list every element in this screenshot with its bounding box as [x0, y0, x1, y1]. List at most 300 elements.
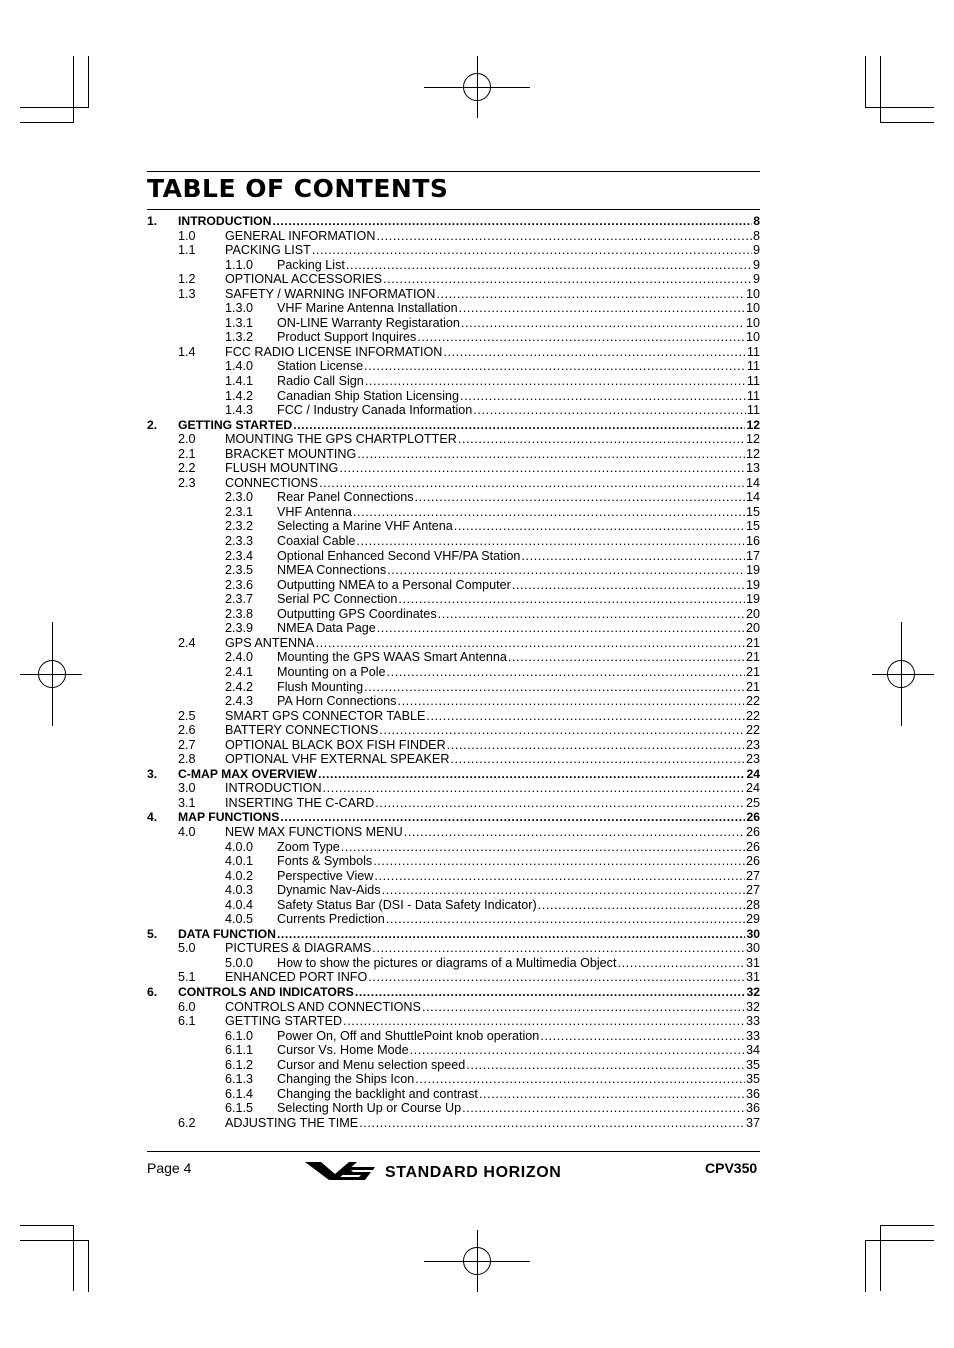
toc-entry-number: 4.0.1	[225, 854, 254, 869]
toc-entry-number: 2.7	[178, 737, 196, 752]
toc-entry-number: 4.0.5	[225, 912, 254, 927]
toc-entry-title: Cursor and Menu selection speed	[277, 1057, 466, 1072]
toc-entry-title: FLUSH MOUNTING	[225, 461, 339, 476]
toc-entry-page: 21	[745, 650, 760, 665]
model-number: CPV350	[705, 1160, 758, 1176]
toc-entry-page: 36	[745, 1101, 760, 1116]
dot-leader	[512, 578, 745, 593]
toc-entry-number: 2.3	[178, 475, 196, 490]
toc-entry-number: 1.0	[178, 228, 196, 243]
toc-entry[interactable]	[147, 316, 760, 331]
dot-leader	[346, 258, 752, 273]
dot-leader	[316, 636, 745, 651]
toc-entry-page: 11	[746, 388, 760, 403]
toc-entry-number: 1.4.2	[225, 388, 254, 403]
toc-entry[interactable]	[147, 243, 760, 258]
toc-entry-number: 1.2	[178, 272, 196, 287]
toc-entry-title: FCC / Industry Canada Information	[277, 403, 473, 418]
dot-leader	[280, 810, 745, 825]
toc-entry-page: 35	[745, 1072, 760, 1087]
toc-entry-page: 27	[745, 868, 760, 883]
toc-entry-page: 26	[745, 824, 760, 839]
toc-entry-page: 8	[753, 214, 760, 228]
toc-entry-title: PICTURES & DIAGRAMS	[225, 941, 372, 956]
toc-entry-number: 3.	[147, 766, 158, 781]
toc-entry-title: NMEA Connections	[277, 563, 387, 578]
toc-entry[interactable]	[147, 796, 760, 811]
toc-entry-number: 2.0	[178, 432, 196, 447]
dot-leader	[368, 970, 745, 985]
toc-entry-page: 19	[745, 592, 760, 607]
toc-entry[interactable]	[147, 767, 760, 782]
toc-entry-number: 5.0	[178, 941, 196, 956]
toc-entry[interactable]	[147, 359, 760, 374]
toc-entry-number: 2.4	[178, 635, 196, 650]
toc-entry-page: 23	[745, 752, 760, 767]
toc-entry-page: 11	[746, 359, 760, 374]
toc-entry-page: 30	[745, 941, 760, 956]
toc-entry[interactable]	[147, 403, 760, 418]
toc-entry-number: 6.	[147, 984, 158, 999]
toc-entry-page: 10	[745, 301, 760, 316]
toc-entry[interactable]	[147, 374, 760, 389]
toc-entry-title: PA Horn Connections	[277, 694, 397, 709]
toc-entry-number: 2.6	[178, 723, 196, 738]
toc-entry-page: 22	[745, 723, 760, 738]
toc-entry-page: 14	[745, 490, 760, 505]
dot-leader	[417, 330, 745, 345]
toc-entry-title: CONTROLS AND CONNECTIONS	[225, 999, 421, 1014]
dot-leader	[466, 1058, 745, 1073]
toc-entry-number: 1.	[147, 214, 158, 228]
toc-entry[interactable]	[147, 1000, 760, 1015]
toc-entry[interactable]	[147, 621, 760, 636]
toc-entry-page: 12	[745, 432, 760, 447]
toc-entry-number: 5.1	[178, 970, 196, 985]
toc-entry-title: Cursor Vs. Home Mode	[277, 1043, 409, 1058]
dot-leader	[365, 374, 746, 389]
toc-entry-page: 12	[745, 446, 760, 461]
toc-entry-page: 14	[745, 475, 760, 490]
toc-entry[interactable]	[147, 505, 760, 520]
toc-entry-page: 9	[752, 257, 760, 272]
toc-entry-title: SAFETY / WARNING INFORMATION	[225, 286, 436, 301]
dot-leader	[382, 883, 745, 898]
toc-entry-number: 6.1.2	[225, 1057, 254, 1072]
toc-entry[interactable]	[147, 941, 760, 956]
dot-leader	[459, 301, 745, 316]
toc-entry[interactable]	[147, 840, 760, 855]
toc-entry-number: 4.0.0	[225, 839, 254, 854]
footer-rule	[147, 1151, 760, 1152]
toc-entry[interactable]	[147, 345, 760, 360]
toc-entry-title: MAP FUNCTIONS	[178, 810, 280, 825]
toc-entry[interactable]	[147, 1101, 760, 1116]
toc-entry-title: Zoom Type	[277, 839, 340, 854]
dot-leader	[372, 941, 745, 956]
toc-entry-page: 33	[745, 1014, 760, 1029]
toc-entry-page: 26	[745, 839, 760, 854]
toc-entry-page: 9	[752, 243, 760, 258]
toc-entry-number: 1.4.1	[225, 374, 254, 389]
toc-entry-title: Canadian Ship Station Licensing	[277, 388, 460, 403]
toc-entry-number: 2.3.2	[225, 519, 254, 534]
toc-entry-page: 31	[745, 955, 760, 970]
toc-entry-page: 25	[745, 795, 760, 810]
toc-entry-page: 36	[745, 1086, 760, 1101]
toc-entry-page: 34	[745, 1043, 760, 1058]
toc-entry-title: Dynamic Nav-Aids	[277, 883, 381, 898]
dot-leader	[272, 214, 752, 229]
brand-name: STANDARD HORIZON	[385, 1164, 562, 1181]
dot-leader	[359, 1116, 745, 1131]
toc-entry-title: ON-LINE Warranty Registaration	[277, 315, 460, 330]
toc-entry-number: 5.0.0	[225, 955, 254, 970]
toc-entry-page: 35	[745, 1057, 760, 1072]
toc-entry-number: 4.0.2	[225, 868, 254, 883]
toc-entry-number: 2.4.2	[225, 679, 254, 694]
toc-entry-number: 2.3.3	[225, 534, 254, 549]
toc-entry-title: Power On, Off and ShuttlePoint knob operation	[277, 1028, 540, 1043]
dot-leader	[410, 1043, 745, 1058]
top-rule	[147, 171, 760, 172]
toc-entry[interactable]	[147, 418, 760, 433]
dot-leader	[383, 272, 752, 287]
toc-entry-title: NMEA Data Page	[277, 621, 376, 636]
dot-leader	[319, 476, 745, 491]
dot-leader	[521, 549, 745, 564]
dot-leader	[415, 490, 745, 505]
toc-entry[interactable]	[147, 214, 760, 229]
dot-leader	[356, 534, 745, 549]
toc-entry-page: 10	[745, 315, 760, 330]
toc-entry-number: 6.0	[178, 999, 196, 1014]
toc-entry[interactable]	[147, 229, 760, 244]
dot-leader	[473, 403, 746, 418]
toc-entry-number: 2.3.1	[225, 504, 254, 519]
dot-leader	[339, 461, 745, 476]
toc-entry-number: 1.4	[178, 344, 196, 359]
toc-entry[interactable]	[147, 636, 760, 651]
table-of-contents	[147, 214, 760, 1130]
toc-entry-title: OPTIONAL VHF EXTERNAL SPEAKER	[225, 752, 450, 767]
toc-entry-title: DATA FUNCTION	[178, 926, 276, 941]
toc-entry-page: 10	[745, 330, 760, 345]
dot-leader	[422, 1000, 745, 1015]
toc-entry-number: 4.	[147, 810, 158, 825]
toc-entry-title: PACKING LIST	[225, 243, 311, 258]
dot-leader	[461, 316, 745, 331]
dot-leader	[479, 1087, 745, 1102]
toc-entry-title: MOUNTING THE GPS CHARTPLOTTER	[225, 432, 457, 447]
toc-entry-page: 26	[745, 854, 760, 869]
toc-entry[interactable]	[147, 985, 760, 1000]
toc-entry-page: 13	[745, 461, 760, 476]
toc-entry-page: 21	[745, 635, 760, 650]
toc-entry-page: 11	[746, 374, 760, 389]
toc-entry-title: Coaxial Cable	[277, 534, 356, 549]
dot-leader	[357, 447, 745, 462]
toc-entry-page: 20	[745, 606, 760, 621]
toc-entry-title: Serial PC Connection	[277, 592, 398, 607]
toc-entry[interactable]	[147, 956, 760, 971]
toc-entry-page: 24	[745, 781, 760, 796]
toc-entry-title: C-MAP MAX OVERVIEW	[178, 766, 318, 781]
dot-leader	[540, 1029, 745, 1044]
dot-leader	[462, 1101, 745, 1116]
toc-entry-number: 2.2	[178, 461, 196, 476]
toc-entry-number: 3.0	[178, 781, 196, 796]
dot-leader	[386, 912, 745, 927]
toc-entry-page: 19	[745, 563, 760, 578]
toc-entry-page: 15	[745, 504, 760, 519]
toc-entry-title: OPTIONAL ACCESSORIES	[225, 272, 382, 287]
toc-entry[interactable]	[147, 709, 760, 724]
toc-entry[interactable]	[147, 534, 760, 549]
toc-entry-title: Product Support Inquires	[277, 330, 417, 345]
toc-entry[interactable]	[147, 694, 760, 709]
dot-leader	[364, 359, 746, 374]
toc-entry-title: Mounting on a Pole	[277, 664, 386, 679]
toc-entry[interactable]	[147, 461, 760, 476]
toc-entry-title: Packing List	[277, 257, 345, 272]
dot-leader	[426, 709, 745, 724]
toc-entry[interactable]	[147, 447, 760, 462]
toc-entry[interactable]	[147, 607, 760, 622]
toc-entry-number: 6.1.5	[225, 1101, 254, 1116]
toc-entry[interactable]	[147, 1058, 760, 1073]
toc-entry[interactable]	[147, 825, 760, 840]
toc-entry-number: 1.4.0	[225, 359, 254, 374]
toc-entry[interactable]	[147, 592, 760, 607]
toc-entry-title: Flush Mounting	[277, 679, 364, 694]
toc-entry-title: NEW MAX FUNCTIONS MENU	[225, 824, 403, 839]
toc-entry-title: Perspective View	[277, 868, 374, 883]
toc-entry[interactable]	[147, 1014, 760, 1029]
dot-leader	[318, 767, 745, 782]
toc-entry-title: SMART GPS CONNECTOR TABLE	[225, 708, 426, 723]
toc-entry-page: 11	[746, 403, 760, 418]
toc-entry-number: 2.3.8	[225, 606, 254, 621]
dot-leader	[398, 592, 745, 607]
toc-entry-title: CONNECTIONS	[225, 475, 319, 490]
toc-entry-number: 2.3.0	[225, 490, 254, 505]
toc-entry-number: 2.3.9	[225, 621, 254, 636]
toc-entry-title: GETTING STARTED	[178, 417, 293, 432]
toc-entry-title: VHF Antenna	[277, 504, 352, 519]
toc-entry[interactable]	[147, 563, 760, 578]
toc-entry-title: How to show the pictures or diagrams of a Multimedia Object	[277, 955, 617, 970]
toc-entry-title: Outputting GPS Coordinates	[277, 606, 437, 621]
dot-leader	[364, 680, 745, 695]
toc-entry[interactable]	[147, 476, 760, 491]
dot-leader	[415, 1072, 745, 1087]
toc-entry[interactable]	[147, 287, 760, 302]
toc-entry[interactable]	[147, 1029, 760, 1044]
toc-entry[interactable]	[147, 432, 760, 447]
toc-entry-number: 6.1.3	[225, 1072, 254, 1087]
toc-entry-number: 5.	[147, 926, 158, 941]
toc-entry-title: GPS ANTENNA	[225, 635, 315, 650]
toc-entry-title: Safety Status Bar (DSI - Data Safety Indicator)	[277, 897, 537, 912]
toc-entry[interactable]	[147, 738, 760, 753]
toc-entry-page: 32	[745, 999, 760, 1014]
toc-entry-title: ADJUSTING THE TIME	[225, 1115, 359, 1130]
toc-entry-page: 16	[745, 534, 760, 549]
toc-entry[interactable]	[147, 854, 760, 869]
toc-entry-title: BATTERY CONNECTIONS	[225, 723, 379, 738]
dot-leader	[436, 287, 745, 302]
dot-leader	[508, 650, 745, 665]
toc-entry-page: 9	[752, 272, 760, 287]
toc-entry-number: 2.4.0	[225, 650, 254, 665]
toc-entry[interactable]	[147, 810, 760, 825]
toc-entry-title: Station License	[277, 359, 364, 374]
toc-entry-page: 8	[752, 228, 760, 243]
toc-entry-page: 11	[746, 344, 760, 359]
toc-entry[interactable]	[147, 650, 760, 665]
toc-entry-page: 12	[746, 417, 760, 432]
toc-entry-title: CONTROLS AND INDICATORS	[178, 984, 354, 999]
toc-entry-number: 4.0.4	[225, 897, 254, 912]
dot-leader	[323, 781, 745, 796]
toc-entry[interactable]	[147, 869, 760, 884]
toc-entry-page: 21	[745, 679, 760, 694]
toc-entry[interactable]	[147, 272, 760, 287]
toc-entry-number: 2.3.5	[225, 563, 254, 578]
dot-leader	[387, 665, 745, 680]
toc-entry-number: 1.3.2	[225, 330, 254, 345]
toc-entry-number: 2.3.4	[225, 548, 254, 563]
toc-entry-number: 2.3.6	[225, 577, 254, 592]
toc-entry-page: 23	[745, 737, 760, 752]
toc-entry-title: Changing the Ships Icon	[277, 1072, 415, 1087]
toc-entry-number: 2.4.1	[225, 664, 254, 679]
toc-entry[interactable]	[147, 912, 760, 927]
toc-entry[interactable]	[147, 1043, 760, 1058]
toc-entry[interactable]	[147, 970, 760, 985]
toc-entry-page: 10	[745, 286, 760, 301]
toc-entry-number: 1.3.1	[225, 315, 254, 330]
dot-leader	[353, 505, 745, 520]
toc-entry[interactable]	[147, 665, 760, 680]
dot-leader	[438, 607, 745, 622]
toc-entry-title: Outputting NMEA to a Personal Computer	[277, 577, 511, 592]
dot-leader	[375, 796, 745, 811]
toc-entry[interactable]	[147, 301, 760, 316]
toc-entry-title: Selecting North Up or Course Up	[277, 1101, 462, 1116]
toc-entry-page: 29	[745, 912, 760, 927]
toc-entry-page: 32	[746, 984, 760, 999]
toc-entry[interactable]	[147, 680, 760, 695]
toc-entry-title: GENERAL INFORMATION	[225, 228, 376, 243]
toc-entry-title: Currents Prediction	[277, 912, 385, 927]
toc-entry-title: BRACKET MOUNTING	[225, 446, 357, 461]
toc-entry-number: 1.1	[178, 243, 196, 258]
toc-entry[interactable]	[147, 258, 760, 273]
toc-entry[interactable]	[147, 549, 760, 564]
dot-leader	[397, 694, 745, 709]
dot-leader	[447, 738, 745, 753]
toc-entry-number: 3.1	[178, 795, 196, 810]
standard-horizon-logo	[305, 1159, 605, 1188]
toc-entry-page: 37	[745, 1115, 760, 1130]
toc-entry[interactable]	[147, 752, 760, 767]
toc-entry-page: 33	[745, 1028, 760, 1043]
page-title: TABLE OF CONTENTS	[147, 174, 449, 203]
toc-entry-number: 6.1	[178, 1014, 196, 1029]
toc-entry-number: 1.1.0	[225, 257, 254, 272]
toc-entry[interactable]	[147, 519, 760, 534]
toc-entry[interactable]	[147, 330, 760, 345]
toc-entry-page: 28	[745, 897, 760, 912]
toc-entry-title: ENHANCED PORT INFO	[225, 970, 368, 985]
toc-entry-number: 4.0.3	[225, 883, 254, 898]
dot-leader	[458, 432, 745, 447]
dot-leader	[293, 418, 745, 433]
toc-entry[interactable]	[147, 389, 760, 404]
toc-entry-number: 2.1	[178, 446, 196, 461]
toc-entry[interactable]	[147, 1072, 760, 1087]
toc-entry-title: INSERTING THE C-CARD	[225, 795, 375, 810]
toc-entry-page: 22	[745, 708, 760, 723]
dot-leader	[538, 898, 745, 913]
toc-entry[interactable]	[147, 898, 760, 913]
toc-entry[interactable]	[147, 723, 760, 738]
toc-entry-number: 6.1.4	[225, 1086, 254, 1101]
toc-entry[interactable]	[147, 1116, 760, 1131]
dot-leader	[341, 840, 745, 855]
toc-entry-title: Optional Enhanced Second VHF/PA Station	[277, 548, 521, 563]
dot-leader	[617, 956, 745, 971]
dot-leader	[379, 723, 745, 738]
toc-entry-page: 15	[745, 519, 760, 534]
footer-page-number: Page 4	[147, 1160, 192, 1176]
toc-entry-page: 20	[745, 621, 760, 636]
title-underline	[147, 209, 760, 210]
toc-entry[interactable]	[147, 781, 760, 796]
dot-leader	[404, 825, 745, 840]
toc-entry-title: FCC RADIO LICENSE INFORMATION	[225, 344, 443, 359]
toc-entry-number: 1.4.3	[225, 403, 254, 418]
toc-entry-title: Selecting a Marine VHF Antena	[277, 519, 453, 534]
toc-entry-number: 6.2	[178, 1115, 196, 1130]
dot-leader	[373, 854, 745, 869]
toc-entry-number: 2.8	[178, 752, 196, 767]
dot-leader	[355, 985, 746, 1000]
toc-entry-number: 6.1.1	[225, 1043, 254, 1058]
toc-entry-number: 6.1.0	[225, 1028, 254, 1043]
dot-leader	[460, 389, 746, 404]
toc-entry-number: 2.3.7	[225, 592, 254, 607]
toc-entry[interactable]	[147, 1087, 760, 1102]
toc-entry-title: Rear Panel Connections	[277, 490, 414, 505]
toc-entry[interactable]	[147, 883, 760, 898]
toc-entry-page: 26	[746, 810, 760, 825]
dot-leader	[343, 1014, 745, 1029]
toc-entry[interactable]	[147, 490, 760, 505]
toc-entry-number: 4.0	[178, 824, 196, 839]
toc-entry[interactable]	[147, 927, 760, 942]
dot-leader	[387, 563, 745, 578]
toc-entry-page: 31	[745, 970, 760, 985]
toc-entry-page: 30	[746, 926, 760, 941]
toc-entry[interactable]	[147, 578, 760, 593]
toc-entry-page: 19	[745, 577, 760, 592]
brand-mark-icon	[305, 1162, 375, 1180]
toc-entry-title: Fonts & Symbols	[277, 854, 373, 869]
toc-entry-number: 2.4.3	[225, 694, 254, 709]
